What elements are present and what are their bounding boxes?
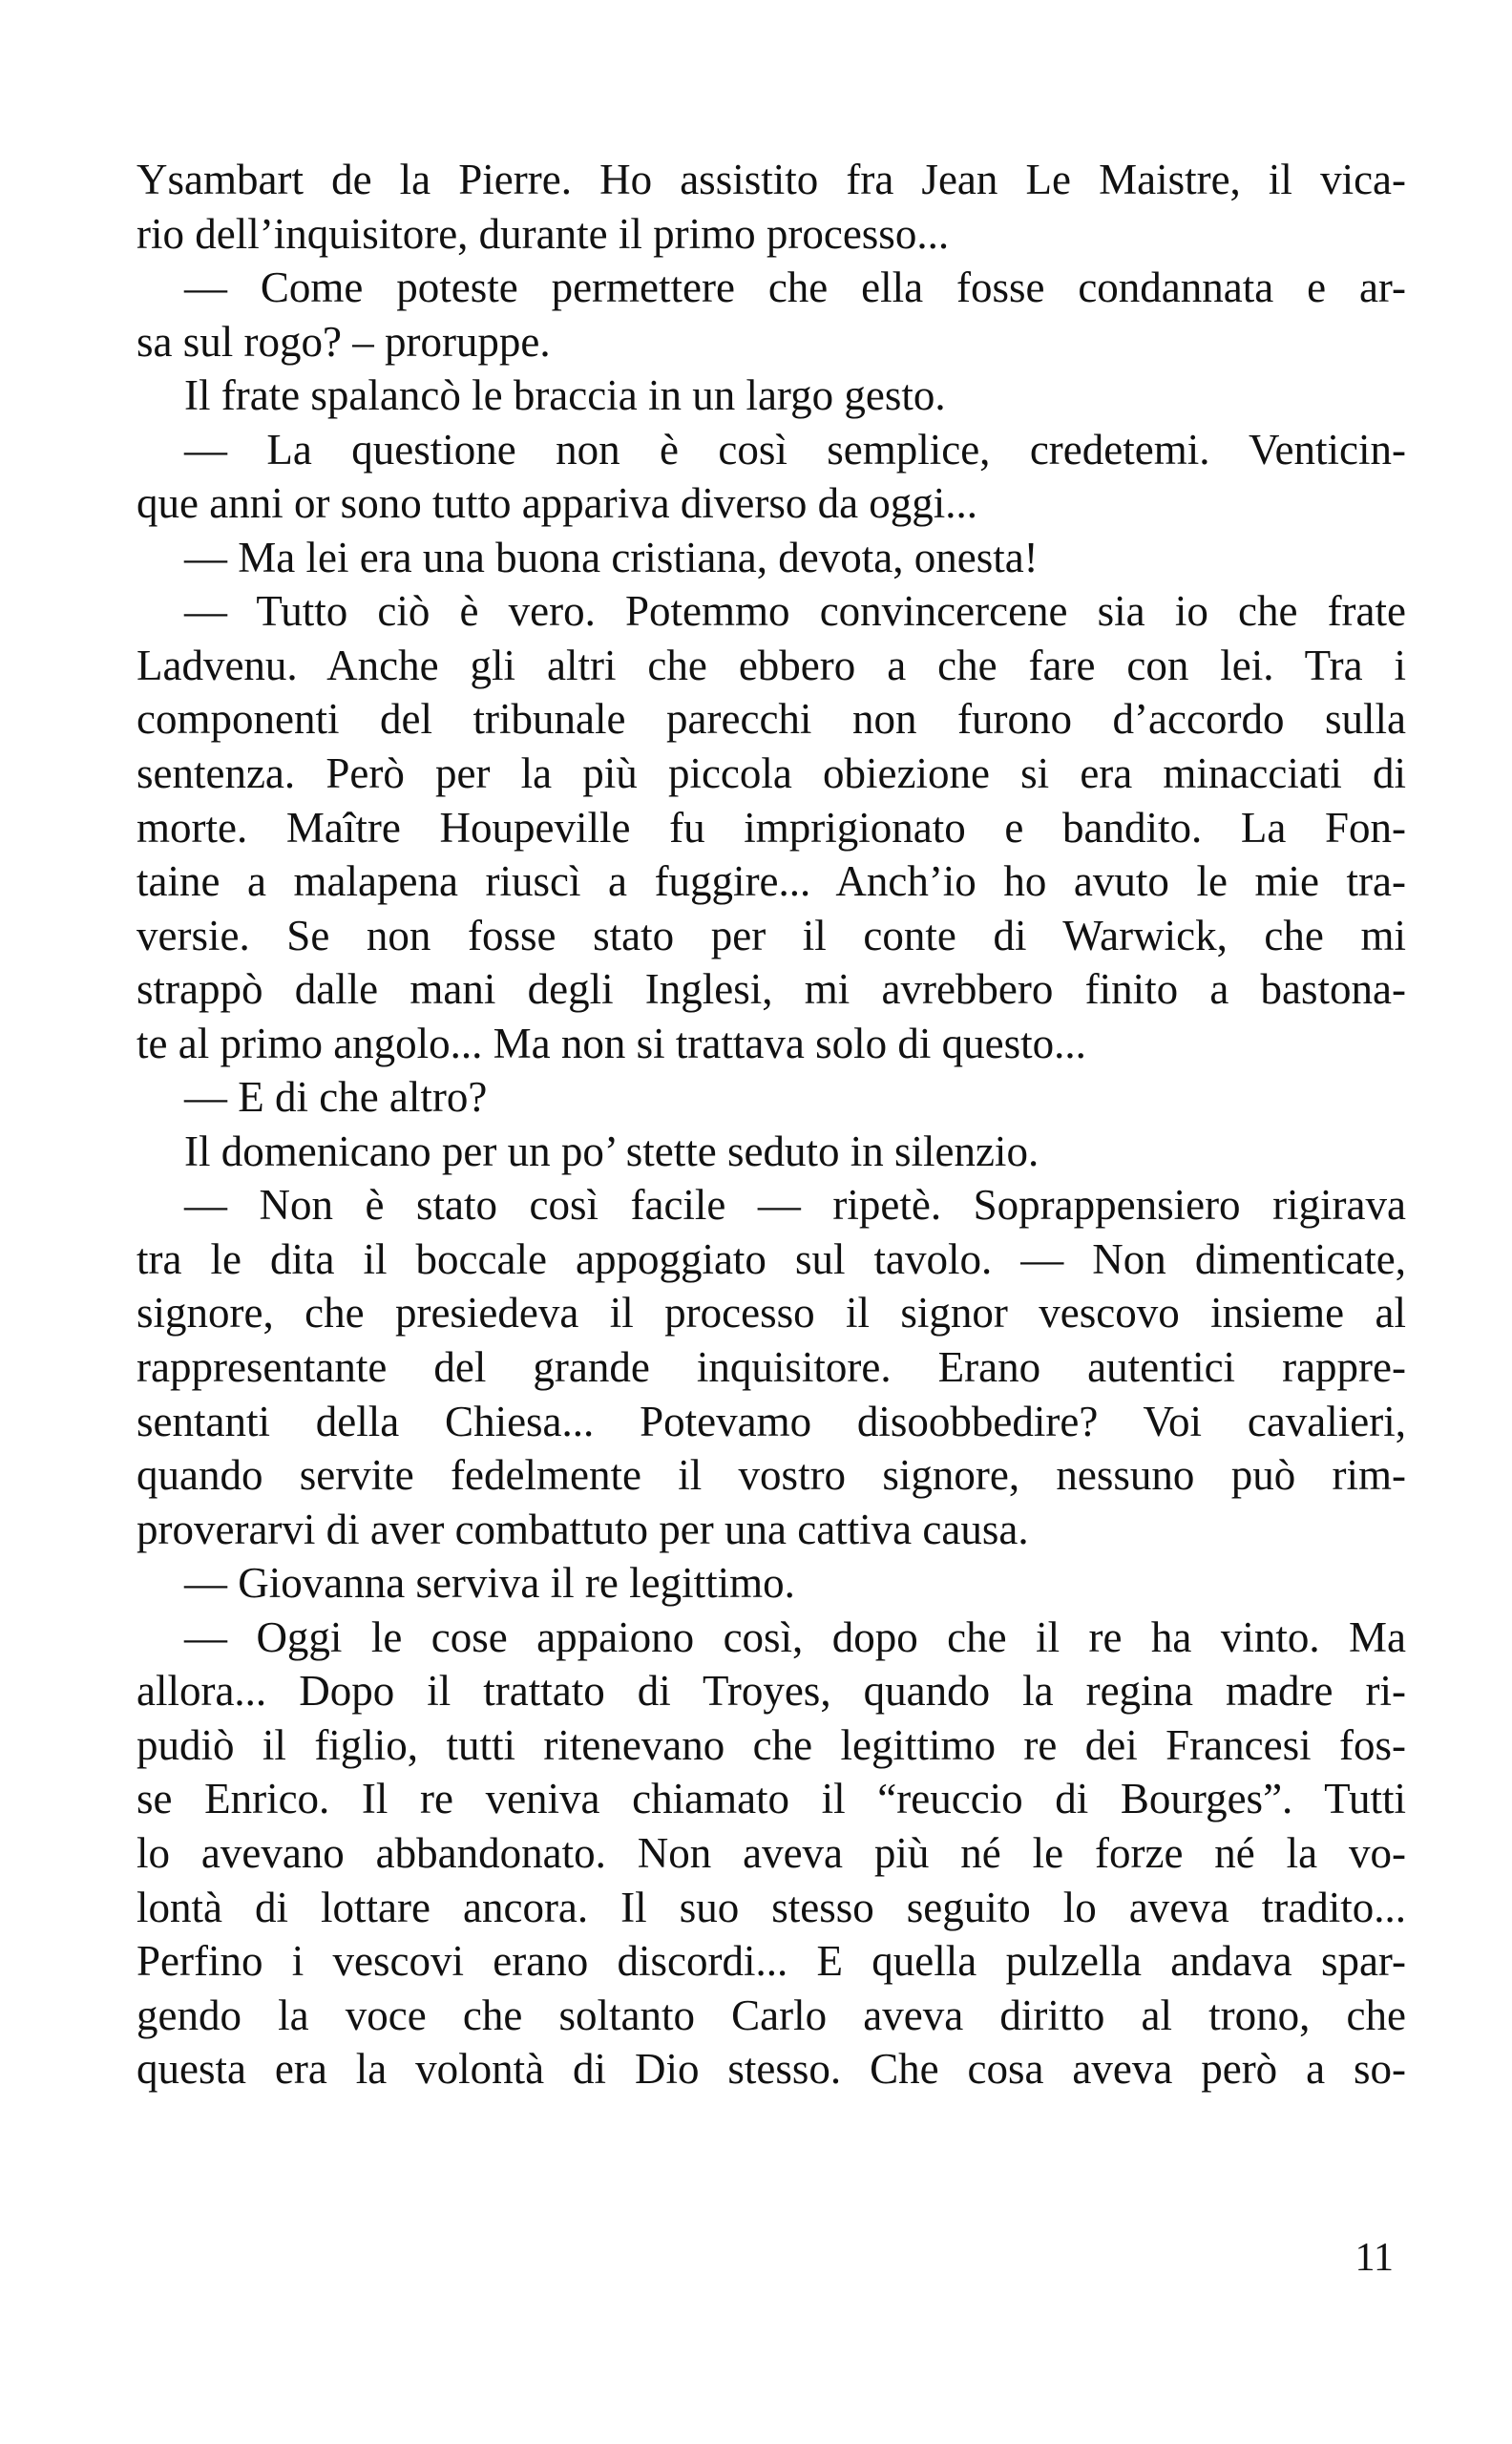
text-line: Il domenicano per un po’ stette seduto in silenzio. (184, 1127, 1040, 1175)
text-line: — Ma lei era una buona cristiana, devota, onesta! (184, 533, 1039, 581)
text-line: gendo la voce che soltanto Carlo aveva diritto al trono, che (136, 1991, 1406, 2039)
text-line: quando servite fedelmente il vostro signore, nessuno può rim- (136, 1451, 1406, 1500)
text-line: Ladvenu. Anche gli altri che ebbero a che fare con lei. Tra i (136, 641, 1406, 689)
text-line: — Tutto ciò è vero. Potemmo convincercene sia io che frate (184, 587, 1406, 636)
text-line: proverarvi di aver combattuto per una cattiva causa. (136, 1505, 1029, 1553)
text-line: allora... Dopo il trattato di Troyes, quando la regina madre ri- (136, 1667, 1406, 1716)
text-line: sentenza. Però per la più piccola obiezione si era minacciati di (136, 749, 1406, 798)
text-line: sentanti della Chiesa... Potevamo disoobbedire? Voi cavalieri, (136, 1397, 1406, 1445)
text-line: — Come poteste permettere che ella fosse condannata e ar- (184, 263, 1406, 312)
text-line: — Non è stato così facile — ripetè. Soprappensiero rigirava (184, 1181, 1406, 1230)
text-line: tra le dita il boccale appoggiato sul tavolo. — Non dimenticate, (136, 1234, 1406, 1283)
text-line: sa sul rogo? – proruppe. (136, 317, 551, 366)
page-number: 11 (1354, 2236, 1394, 2280)
text-line: strappò dalle mani degli Inglesi, mi avrebbero finito a bastona- (136, 965, 1406, 1014)
text-line: Perfino i vescovi erano discordi... E quella pulzella andava spar- (136, 1937, 1406, 1986)
text-line: versie. Se non fosse stato per il conte di Warwick, che mi (136, 911, 1406, 959)
text-line: questa era la volontà di Dio stesso. Che cosa aveva però a so- (136, 2045, 1406, 2094)
body-text (136, 153, 1406, 2096)
text-line: Il frate spalancò le braccia in un largo gesto. (184, 371, 946, 420)
text-line: que anni or sono tutto appariva diverso da oggi... (136, 479, 978, 528)
text-line: — Oggi le cose appaiono così, dopo che il re ha vinto. Ma (184, 1612, 1406, 1661)
text-line: lo avevano abbandonato. Non aveva più né le forze né la vo- (136, 1828, 1406, 1877)
text-line: rio dell’inquisitore, durante il primo processo... (136, 209, 950, 258)
text-line: signore, che presiedeva il processo il signor vescovo insieme al (136, 1289, 1406, 1338)
text-line: morte. Maître Houpeville fu imprigionato e bandito. La Fon- (136, 803, 1406, 852)
text-line: se Enrico. Il re veniva chiamato il “reuccio di Bourges”. Tutti (136, 1775, 1406, 1823)
text-line: pudiò il figlio, tutti ritenevano che legittimo re dei Francesi fos- (136, 1720, 1406, 1769)
text-line: rappresentante del grande inquisitore. Erano autentici rappre- (136, 1343, 1406, 1392)
text-line: te al primo angolo... Ma non si trattava solo di questo... (136, 1019, 1086, 1067)
text-line: — La questione non è così semplice, credetemi. Venticin- (184, 425, 1406, 474)
text-line: lontà di lottare ancora. Il suo stesso seguito lo aveva tradito... (136, 1883, 1406, 1931)
text-line: — Giovanna serviva il re legittimo. (184, 1559, 795, 1608)
text-line: — E di che altro? (184, 1073, 488, 1122)
text-line: Ysambart de la Pierre. Ho assistito fra Jean Le Maistre, il vica- (136, 156, 1406, 203)
text-line: componenti del tribunale parecchi non furono d’accordo sulla (136, 695, 1406, 744)
text-line: taine a malapena riuscì a fuggire... Anch’io ho avuto le mie tra- (136, 857, 1406, 906)
